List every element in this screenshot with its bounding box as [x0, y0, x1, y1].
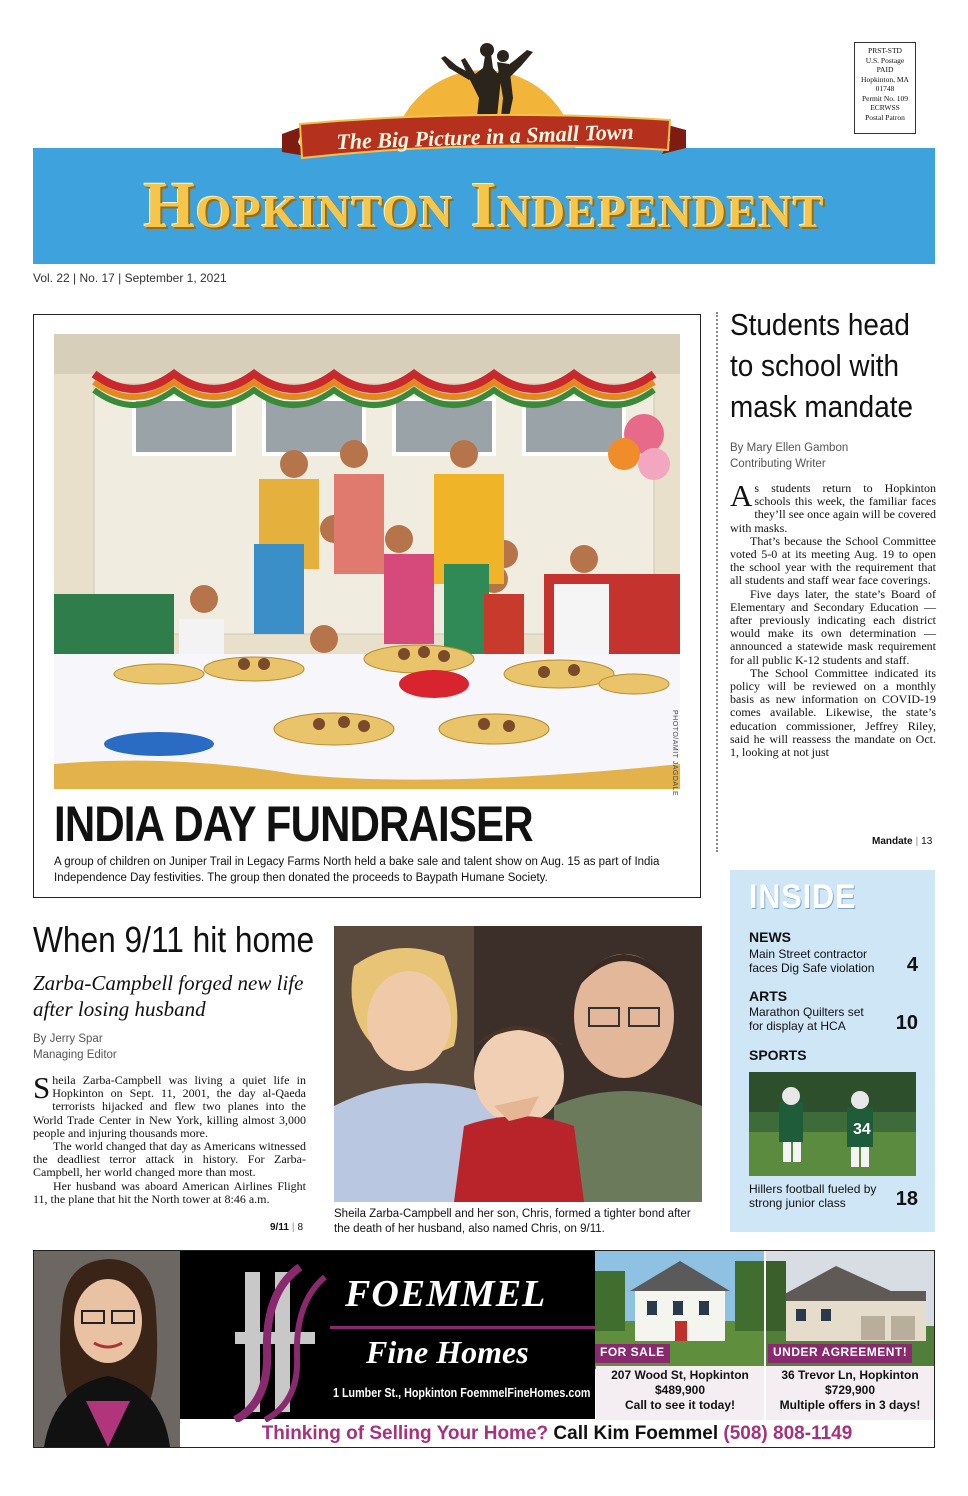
students-jump-link[interactable]: Mandate | 13 — [872, 836, 933, 847]
india-day-photo — [54, 334, 680, 789]
india-day-caption: A group of children on Juniper Trail in Legacy Farms North held a bake sale and talent show on Aug. 15 as part of India Independence Day festivities. The group then donated the proceeds to Baypath Humane Society. — [54, 856, 660, 884]
article-paragraph: The School Committee indicated its policy will be reviewed on a monthly basis as new information on COVID-19 comes available. Likewise, the state’s education commissioner, Jeffrey Riley, said he will reassess the mandate on Oct. 1, looking at not just — [730, 665, 936, 760]
article-paragraph: That’s because the School Committee voted 5-0 at its meeting Aug. 19 to open the school year with the requirement that all students and staff wear face coverings. — [730, 533, 936, 588]
jump-word: 9/11 — [270, 1222, 289, 1233]
postage-line: PAID — [876, 65, 894, 74]
students-byline — [730, 440, 848, 472]
listing-note: Multiple offers in 3 days! — [779, 1398, 921, 1412]
jump-page: 13 — [921, 836, 933, 847]
inside-page-news: 4 — [906, 954, 918, 976]
nine-eleven-byline — [33, 1031, 117, 1063]
byline-title: Contributing Writer — [730, 458, 826, 470]
inside-page-sports: 18 — [895, 1188, 918, 1210]
inside-section-news: NEWS — [749, 929, 791, 945]
article-paragraph: Her husband was aboard American Airlines Flight 11, the plane that hit the North tower at 8:46 a.m. — [33, 1178, 306, 1206]
postage-line: 01748 — [875, 84, 895, 93]
postage-line: Postal Patron — [865, 112, 905, 122]
ad-divider — [330, 1326, 595, 1329]
column-divider — [716, 312, 718, 852]
inside-item-news[interactable]: Main Street contractor faces Dig Safe violation — [749, 947, 875, 975]
listing-price: $489,900 — [654, 1383, 706, 1397]
byline-title: Managing Editor — [33, 1049, 117, 1061]
family-photo — [334, 926, 702, 1202]
jump-page: 8 — [297, 1222, 304, 1233]
ad-address[interactable]: 1 Lumber St., Hopkinton FoemmelFineHomes.com — [333, 1386, 591, 1400]
postage-line: Permit No. 109 — [861, 93, 909, 103]
nine-eleven-deck: Zarba-Campbell forged new life after losing husband — [33, 971, 304, 1021]
nine-eleven-headline[interactable]: When 9/11 hit home — [33, 919, 315, 960]
students-article-body — [730, 478, 936, 760]
listing-tag-for-sale: FOR SALE — [595, 1344, 670, 1363]
postage-line: Hopkinton, MA — [861, 74, 909, 84]
issue-info: Vol. 22 | No. 17 | September 1, 2021 — [33, 271, 227, 285]
inside-section-sports: SPORTS — [749, 1047, 807, 1063]
football-photo — [749, 1072, 916, 1176]
inside-item-arts[interactable]: Marathon Quilters set for display at HCA — [749, 1005, 864, 1033]
byline-name: By Jerry Spar — [33, 1033, 103, 1045]
listing-note: Call to see it today! — [624, 1398, 736, 1412]
ad-footer-phone[interactable]: (508) 808-1149 — [723, 1423, 853, 1444]
newspaper-title: Hopkinton Independent — [143, 169, 825, 242]
byline-name: By Mary Ellen Gambon — [730, 442, 849, 454]
article-paragraph: The world changed that day as Americans witnessed the deadliest terror attack in history. For Zarba-Campbell, her world changed more than most. — [33, 1139, 306, 1180]
jump-word: Mandate — [872, 836, 913, 847]
agent-portrait — [34, 1251, 180, 1447]
inside-item-sports[interactable]: Hillers football fueled by strong junior class — [749, 1182, 877, 1210]
ad-brand-name: FOEMMEL — [345, 1273, 547, 1315]
postage-line: ECRWSS — [870, 103, 900, 112]
ad-footer-lead: Thinking of Selling Your Home? — [261, 1423, 549, 1444]
postage-indicia — [854, 42, 916, 134]
inside-page-arts: 10 — [895, 1012, 918, 1034]
family-photo-caption: Sheila Zarba-Campbell and her son, Chris, formed a tighter bond after the death of her husband, also named Chris, on 9/11. — [334, 1208, 691, 1235]
postage-line: U.S. Postage — [865, 55, 905, 65]
ad-brand-sub: Fine Homes — [366, 1334, 529, 1370]
ad-footer-call: Call Kim Foemmel — [553, 1423, 719, 1444]
foemmel-monogram-logo — [205, 1262, 335, 1422]
svg-text:34: 34 — [853, 1121, 871, 1138]
postage-line: PRST-STD — [868, 46, 902, 55]
nine-eleven-article-body — [33, 1070, 306, 1206]
photo-credit: PHOTO/AMIT JAGDALE — [671, 710, 678, 797]
india-day-headline[interactable]: INDIA DAY FUNDRAISER — [54, 796, 533, 852]
nine-eleven-jump-link[interactable]: 9/11 | 8 — [270, 1222, 304, 1233]
ad-call-to-action[interactable] — [180, 1420, 934, 1447]
drop-cap: S — [33, 1070, 51, 1105]
masthead-tagline: The Big Picture in a Small Town — [335, 118, 635, 155]
inside-title: INSIDE — [749, 878, 857, 916]
drop-cap: A — [730, 478, 753, 513]
listing-trevor-ln[interactable] — [766, 1366, 934, 1420]
listing-tag-under-agreement: UNDER AGREEMENT! — [768, 1344, 912, 1363]
listing-wood-st[interactable] — [596, 1366, 764, 1420]
article-paragraph: Five days later, the state’s Board of Elementary and Secondary Education — after previously indicating each district would make its own determination — announced a statewide mask requirement for all public K-12 students and staff. — [730, 586, 936, 667]
inside-section-arts: ARTS — [749, 988, 788, 1004]
article-paragraph: Sheila Zarba-Campbell was living a quiet life in Hopkinton on Sept. 11, 2001, the day al-Qaeda terrorists hijacked and flew two planes into the World Trade Center in New York, killing almost 3,000 people and injuring thousands more. — [33, 1070, 306, 1140]
listing-address: 207 Wood St, Hopkinton — [611, 1368, 749, 1382]
listing-price: $729,900 — [824, 1383, 876, 1397]
listing-address: 36 Trevor Ln, Hopkinton — [781, 1368, 919, 1382]
students-headline[interactable]: Students head to school with mask mandate — [730, 307, 913, 424]
article-paragraph: As students return to Hopkinton schools this week, the familiar faces they’ll see once again will be covered with masks. — [730, 478, 936, 535]
